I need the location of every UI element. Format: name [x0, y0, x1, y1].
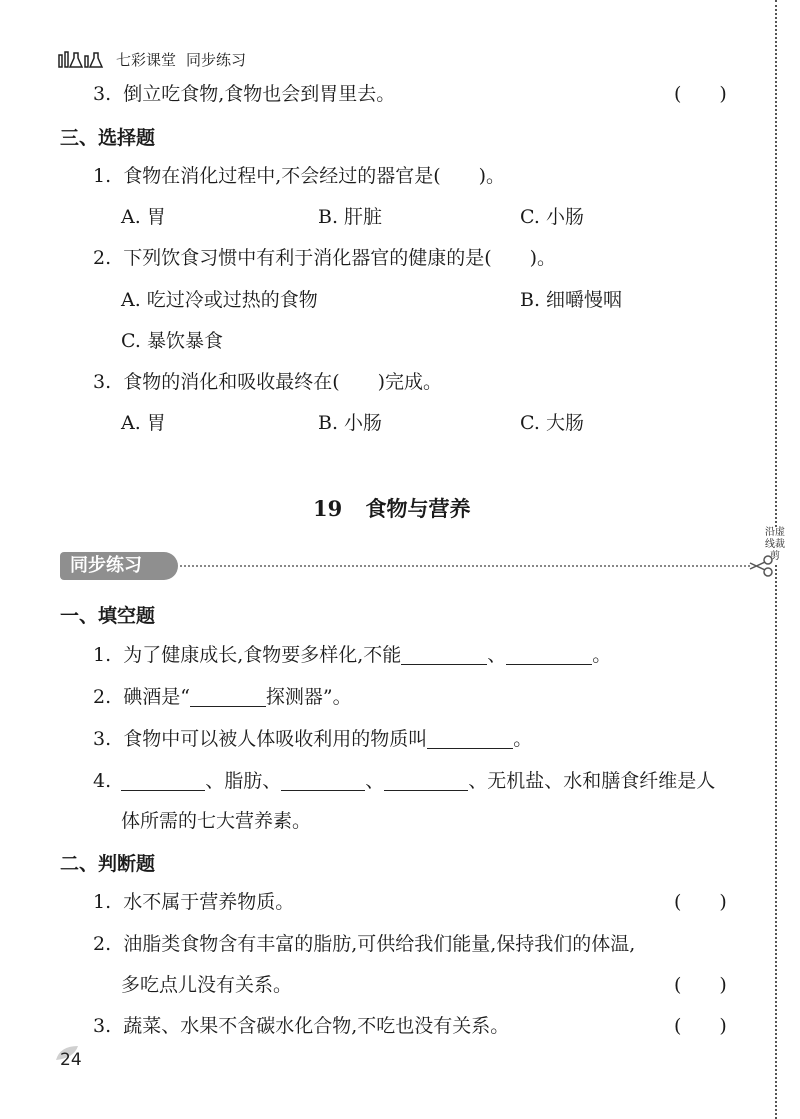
question-number: 1. — [93, 165, 112, 187]
answer-paren[interactable]: ( ) — [674, 1015, 727, 1037]
question-number: 2. — [93, 933, 112, 955]
option-c[interactable]: C. 大肠 — [520, 412, 584, 434]
question-text: 蔬菜、水果不含碳水化合物,不吃也没有关系。 — [123, 1015, 510, 1037]
judge-question-2-line2: 多吃点儿没有关系。 — [121, 974, 293, 996]
lesson-title — [313, 493, 471, 523]
page-header — [58, 48, 246, 70]
option-a[interactable]: A. 胃 — [121, 206, 166, 228]
question-text-end: 探测器”。 — [265, 686, 352, 708]
scissors-icon — [748, 554, 776, 578]
judge-question-3 — [93, 1014, 509, 1038]
question-text: 下列饮食习惯中有利于消化器官的健康的是( )。 — [123, 247, 557, 269]
top-question-3 — [93, 82, 395, 106]
option-c[interactable]: C. 小肠 — [520, 206, 584, 228]
period: 。 — [592, 644, 612, 666]
question-number: 2. — [93, 247, 112, 269]
answer-blank[interactable] — [401, 646, 487, 665]
fill-question-4 — [93, 769, 715, 793]
period: 。 — [513, 728, 533, 750]
answer-blank[interactable] — [506, 646, 592, 665]
lesson-name: 食物与营养 — [365, 497, 471, 521]
answer-blank[interactable] — [121, 772, 205, 791]
answer-paren[interactable]: ( ) — [674, 891, 727, 913]
question-text: 倒立吃食物,食物也会到胃里去。 — [123, 83, 396, 105]
header-brand: 七彩课堂 — [116, 50, 177, 69]
judge-question-2 — [93, 932, 635, 956]
sync-practice-tag: 同步练习 — [60, 552, 178, 580]
section-title-choice: 三、选择题 — [60, 127, 156, 149]
question-number: 3. — [93, 83, 112, 105]
separator: 、 — [487, 644, 507, 666]
choice-question-3 — [93, 370, 442, 394]
question-text: 碘酒是“ — [123, 686, 190, 708]
question-text: 水不属于营养物质。 — [123, 891, 295, 913]
question-number: 4. — [93, 770, 112, 792]
question-number: 2. — [93, 686, 112, 708]
question-number: 3. — [93, 728, 112, 750]
question-number: 3. — [93, 371, 112, 393]
question-number: 3. — [93, 1015, 112, 1037]
question-text: 为了健康成长,食物要多样化,不能 — [123, 644, 402, 666]
judge-question-1 — [93, 890, 294, 914]
answer-paren[interactable]: ( ) — [674, 83, 727, 105]
option-b[interactable]: B. 小肠 — [318, 412, 383, 434]
lesson-number: 19 — [313, 496, 343, 521]
fill-question-3 — [93, 727, 532, 751]
separator: 、 — [365, 770, 385, 792]
option-b[interactable]: B. 肝脏 — [318, 206, 383, 228]
question-text: 、脂肪、 — [205, 770, 282, 792]
option-b[interactable]: B. 细嚼慢咽 — [520, 289, 623, 311]
answer-blank[interactable] — [427, 730, 513, 749]
fill-question-2 — [93, 685, 352, 709]
dotted-cut-line — [180, 565, 750, 567]
option-c[interactable]: C. 暴饮暴食 — [121, 330, 223, 352]
question-text: 食物中可以被人体吸收利用的物质叫 — [123, 728, 428, 750]
question-text: 食物的消化和吸收最终在( )完成。 — [123, 371, 443, 393]
answer-blank[interactable] — [281, 772, 365, 791]
header-section: 同步练习 — [186, 50, 247, 69]
fill-question-1 — [93, 643, 611, 667]
lab-flask-icon — [58, 50, 106, 68]
fill-question-4-line2: 体所需的七大营养素。 — [121, 810, 312, 832]
question-text: 油脂类食物含有丰富的脂肪,可供给我们能量,保持我们的体温, — [123, 933, 636, 955]
answer-paren[interactable]: ( ) — [674, 974, 727, 996]
answer-blank[interactable] — [190, 688, 266, 707]
page-number — [60, 1050, 82, 1070]
option-a[interactable]: A. 胃 — [121, 412, 166, 434]
question-number: 1. — [93, 644, 112, 666]
choice-question-2 — [93, 246, 556, 270]
choice-question-1 — [93, 164, 505, 188]
section-title-fill: 一、填空题 — [60, 605, 156, 627]
answer-blank[interactable] — [384, 772, 468, 791]
cut-label: 沿虚线裁剪 — [765, 527, 785, 562]
question-text: 食物在消化过程中,不会经过的器官是( )。 — [123, 165, 506, 187]
option-a[interactable]: A. 吃过冷或过热的食物 — [121, 289, 318, 311]
section-title-judge: 二、判断题 — [60, 853, 156, 875]
question-text: 、无机盐、水和膳食纤维是人 — [468, 770, 716, 792]
question-number: 1. — [93, 891, 112, 913]
page-number-text: 24 — [60, 1050, 82, 1070]
